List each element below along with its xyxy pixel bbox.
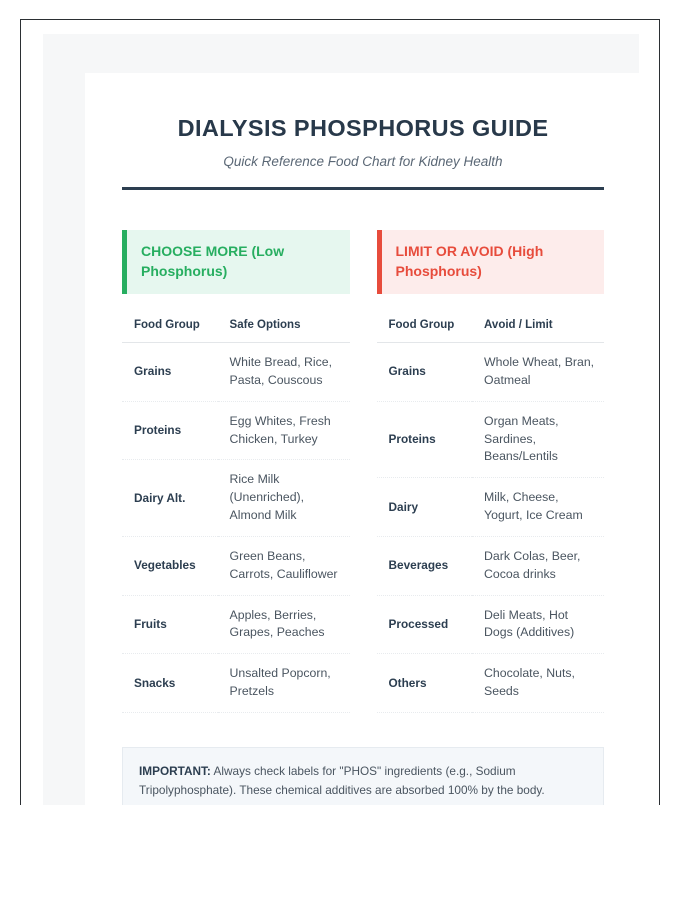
page-title: DIALYSIS PHOSPHORUS GUIDE: [177, 115, 549, 141]
document-header: [85, 73, 641, 190]
table-row: [377, 536, 605, 595]
table-row: [377, 401, 605, 477]
note-text: Always check labels for "PHOS" ingredients (e.g., Sodium Tripolyphosphate). These chemical additives are absorbed 100% by the body.: [139, 763, 545, 798]
cell-food-items: Rice Milk (Unenriched), Almond Milk: [218, 460, 350, 536]
banner-limit-avoid: LIMIT OR AVOID (High Phosphorus): [377, 230, 605, 294]
note-container: [85, 713, 641, 805]
column-limit-avoid: [377, 230, 605, 713]
cell-food-items: Chocolate, Nuts, Seeds: [472, 654, 604, 713]
column-header-safe-options: Safe Options: [218, 310, 350, 343]
column-header-food-group: Food Group: [377, 310, 473, 343]
table-row: [377, 654, 605, 713]
table-row: [122, 460, 350, 536]
cell-food-group: Processed: [377, 595, 473, 654]
cell-food-group: Vegetables: [122, 536, 218, 595]
cell-food-group: Others: [377, 654, 473, 713]
cell-food-items: Unsalted Popcorn, Pretzels: [218, 654, 350, 713]
cell-food-items: Organ Meats, Sardines, Beans/Lentils: [472, 401, 604, 477]
cell-food-group: Snacks: [122, 654, 218, 713]
table-avoid-foods: [377, 310, 605, 713]
table-header-row: [377, 310, 605, 343]
cell-food-items: Egg Whites, Fresh Chicken, Turkey: [218, 401, 350, 460]
cell-food-items: Apples, Berries, Grapes, Peaches: [218, 595, 350, 654]
table-row: [122, 401, 350, 460]
table-row: [377, 343, 605, 402]
cell-food-group: Dairy Alt.: [122, 460, 218, 536]
table-row: [122, 536, 350, 595]
cell-food-group: Proteins: [122, 401, 218, 460]
cell-food-items: Deli Meats, Hot Dogs (Additives): [472, 595, 604, 654]
column-choose-more: [122, 230, 350, 713]
cell-food-group: Grains: [122, 343, 218, 402]
table-header-row: [122, 310, 350, 343]
column-header-avoid-limit: Avoid / Limit: [472, 310, 604, 343]
page-subtitle: Quick Reference Food Chart for Kidney Health: [223, 154, 503, 169]
cell-food-items: White Bread, Rice, Pasta, Couscous: [218, 343, 350, 402]
table-safe-foods: [122, 310, 350, 713]
cell-food-group: Proteins: [377, 401, 473, 477]
page-background: [43, 34, 639, 805]
cell-food-items: Milk, Cheese, Yogurt, Ice Cream: [472, 478, 604, 537]
table-row: [122, 343, 350, 402]
important-note: [122, 747, 604, 805]
column-header-food-group: Food Group: [122, 310, 218, 343]
cell-food-group: Dairy: [377, 478, 473, 537]
cell-food-group: Beverages: [377, 536, 473, 595]
content-card: [85, 73, 641, 805]
cell-food-group: Grains: [377, 343, 473, 402]
banner-choose-more: CHOOSE MORE (Low Phosphorus): [122, 230, 350, 294]
cell-food-items: Whole Wheat, Bran, Oatmeal: [472, 343, 604, 402]
note-label: IMPORTANT:: [139, 763, 211, 778]
document-viewport: [20, 19, 660, 805]
table-row: [122, 654, 350, 713]
table-row: [377, 478, 605, 537]
cell-food-items: Dark Colas, Beer, Cocoa drinks: [472, 536, 604, 595]
cell-food-items: Green Beans, Carrots, Cauliflower: [218, 536, 350, 595]
guide-columns: [85, 190, 641, 713]
table-row: [122, 595, 350, 654]
cell-food-group: Fruits: [122, 595, 218, 654]
table-row: [377, 595, 605, 654]
